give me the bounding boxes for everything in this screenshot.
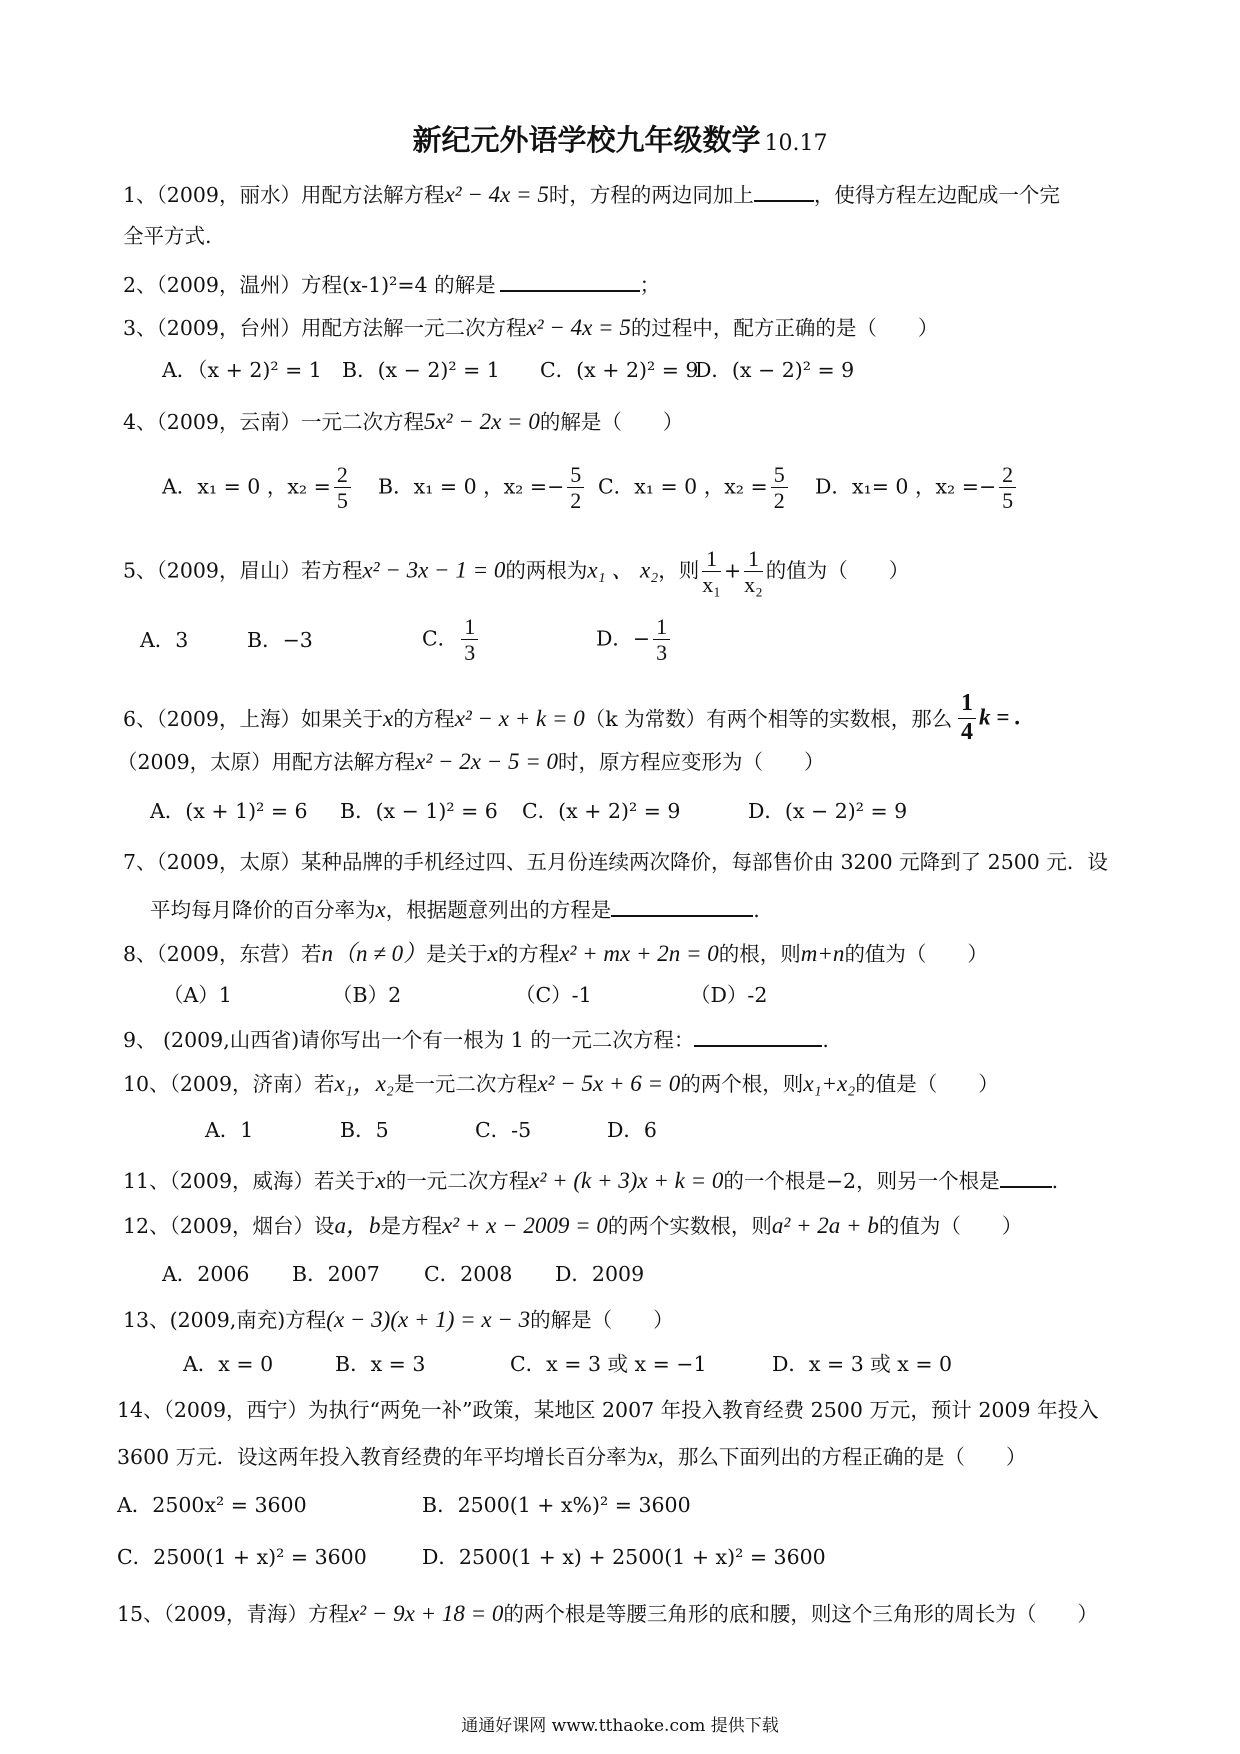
q14-option-a[interactable]: A．2500x² = 3600 [117, 1493, 307, 1517]
q3-option-a[interactable]: A．（x + 2)² = 1 [162, 358, 322, 382]
q4-option-d[interactable]: D．x₁= 0 ，x₂ =− $\frac{2}{5}$ [815, 462, 1019, 514]
q4-option-a[interactable]: A．x₁ = 0 ，x₂ = $\frac{2}{5}$ [162, 462, 354, 514]
q9-answer-blank[interactable] [694, 1025, 822, 1047]
q5-option-a[interactable]: A．3 [140, 628, 189, 652]
q5-fraction-1: $\frac{1}{\text{x₁}}$ [702, 546, 721, 598]
q3-prefix: 3、（2009，台州）用配方法解一元二次方程 [123, 316, 527, 340]
q1-equation: x² − 4x = 5 [444, 182, 549, 207]
q14-option-d[interactable]: D．2500(1 + x) + 2500(1 + x)² = 3600 [422, 1545, 826, 1569]
q6b-equation: x² − 2x − 5 = 0 [415, 749, 559, 774]
q3-option-b[interactable]: B．(x − 2)² = 1 [342, 358, 500, 382]
q3-option-c[interactable]: C．(x + 2)² = 9 [540, 358, 699, 382]
question-10: 10、（2009，济南）若x₁，x₂是一元二次方程x² − 5x + 6 = 0的两个根，则x₁+x₂的值是（ ） [123, 1071, 999, 1096]
q8-option-c[interactable]: （C）-1 [515, 983, 592, 1007]
q6-equation: x² − x + k = 0 [454, 706, 585, 731]
q4-b-fraction: $\frac{5}{2}$ [567, 462, 584, 514]
q13-option-d[interactable]: D．x = 3 或 x = 0 [772, 1352, 953, 1376]
q5-option-d[interactable]: D．− $\frac{1}{3}$ [596, 614, 673, 666]
q2-end: ； [639, 273, 661, 297]
q12-option-b[interactable]: B．2007 [292, 1262, 380, 1286]
q1-prefix: 1、（2009，丽水）用配方法解方程 [123, 183, 445, 207]
q1-mid: 时，方程的两边同加上 [548, 183, 754, 207]
q13-option-b[interactable]: B．x = 3 [335, 1352, 426, 1376]
question-6: 6、（2009，上海）如果关于x的方程x² − x + k = 0（k 为常数）有两个相等的实数根，那么 [123, 706, 953, 731]
q7-answer-blank[interactable] [611, 895, 753, 917]
question-1-line2: 全平方式. [123, 224, 212, 248]
q12-option-c[interactable]: C．2008 [424, 1262, 513, 1286]
q10-equation: x² − 5x + 6 = 0 [537, 1071, 681, 1096]
question-9: 9、 (2009,山西省)请你写出一个有一根为 1 的一元二次方程： . [123, 1025, 829, 1053]
question-2 [123, 270, 660, 298]
question-7: 7、（2009，太原）某种品牌的手机经过四、五月份连续两次降价，每部售价由 3200 元降到了 2500 元．设 [123, 850, 1108, 874]
q8-equation: x² + mx + 2n = 0 [559, 941, 719, 966]
question-14-line2: 3600 万元．设这两年投入教育经费的年平均增长百分率为x，那么下面列出的方程正确的是（ ） [117, 1444, 1027, 1469]
q4-prefix: 4、（2009，云南）一元二次方程 [123, 410, 424, 434]
q13-equation: (x − 3)(x + 1) = x − 3 [326, 1307, 531, 1332]
q6b-option-c[interactable]: C．(x + 2)² = 9 [522, 799, 681, 823]
page-title [0, 118, 1240, 159]
q1-suffix: ，使得方程左边配成一个完 [813, 183, 1060, 207]
q5-fraction-2: $\frac{1}{\text{x₂}}$ [744, 546, 763, 598]
title-main: 新纪元外语学校九年级数学 [412, 123, 761, 157]
q6b-option-b[interactable]: B．(x − 1)² = 6 [340, 799, 498, 823]
q5-option-c[interactable]: C． $\frac{1}{3}$ [422, 614, 481, 666]
q14-option-c[interactable]: C．2500(1 + x)² = 3600 [117, 1545, 367, 1569]
question-15: 15、（2009，青海）方程x² − 9x + 18 = 0的两个根是等腰三角形的底和腰，则这个三角形的周长为（ ） [117, 1601, 1098, 1626]
question-5: 5、（2009，眉山）若方程x² − 3x − 1 = 0的两根为x₁ 、 x₂，则 $\frac{1}{\text{x₁}}$ + $\frac{1}{\text{x₂}}$ 的值为（ ） [123, 546, 910, 598]
q4-equation: 5x² − 2x = 0 [423, 409, 540, 434]
q12-option-a[interactable]: A．2006 [162, 1262, 250, 1286]
page-footer: 通通好课网 www.tthaoke.com 提供下载 [461, 1716, 779, 1736]
question-7-line2: 平均每月降价的百分率为x，根据题意列出的方程是 . [150, 897, 760, 922]
q5-equation: x² − 3x − 1 = 0 [362, 557, 506, 583]
q10-option-a[interactable]: A．1 [205, 1118, 254, 1142]
question-3 [123, 314, 938, 342]
question-14: 14、（2009，西宁）为执行“两免一补”政策，某地区 2007 年投入教育经费 2500 万元，预计 2009 年投入 [117, 1398, 1099, 1422]
title-date: 10.17 [764, 131, 828, 156]
q10-option-b[interactable]: B．5 [340, 1118, 389, 1142]
q11-equation: x² + (k + 3)x + k = 0 [529, 1168, 724, 1193]
q13-option-a[interactable]: A．x = 0 [183, 1352, 274, 1376]
q6b-option-a[interactable]: A．(x + 1)² = 6 [150, 799, 308, 823]
q2-answer-blank[interactable] [500, 270, 640, 292]
q4-c-fraction: $\frac{5}{2}$ [771, 462, 788, 514]
question-4 [123, 408, 683, 436]
q6b-option-d[interactable]: D．(x − 2)² = 9 [748, 799, 908, 823]
question-8: 8、（2009，东营）若n（n ≠ 0）是关于x的方程x² + mx + 2n = 0的根，则m+n的值为（ ） [123, 941, 988, 966]
q4-option-b[interactable]: B．x₁ = 0 ，x₂ =− $\frac{5}{2}$ [378, 462, 587, 514]
q14-option-b[interactable]: B．2500(1 + x%)² = 3600 [422, 1493, 691, 1517]
q10-option-d[interactable]: D．6 [607, 1118, 657, 1142]
q13-option-c[interactable]: C．x = 3 或 x = −1 [510, 1352, 707, 1376]
q1-answer-blank[interactable] [754, 180, 814, 202]
q8-option-a[interactable]: （A）1 [163, 983, 232, 1007]
question-12: 12、（2009，烟台）设a，b是方程x² + x − 2009 = 0的两个实数根，则a² + 2a + b的值为（ ） [123, 1213, 1023, 1238]
q3-equation: x² − 4x = 5 [526, 315, 631, 340]
question-13: 13、(2009,南充)方程(x − 3)(x + 1) = x − 3的解是（ ） [123, 1307, 674, 1332]
question-11: 11、（2009，威海）若关于x的一元二次方程x² + (k + 3)x + k = 0的一个根是−2，则另一个根是 . [123, 1168, 1059, 1193]
q11-answer-blank[interactable] [1000, 1166, 1052, 1188]
q12-equation: x² + x − 2009 = 0 [442, 1213, 608, 1238]
q15-equation: x² − 9x + 18 = 0 [349, 1601, 504, 1626]
q3-suffix: 的过程中，配方正确的是（ ） [630, 316, 939, 340]
q8-option-b[interactable]: （B）2 [332, 983, 402, 1007]
q8-option-d[interactable]: （D）-2 [690, 983, 768, 1007]
q12-option-d[interactable]: D．2009 [555, 1262, 645, 1286]
q4-a-fraction: $\frac{2}{5}$ [334, 462, 351, 514]
q4-suffix: 的解是（ ） [539, 410, 684, 434]
q2-text: 2、（2009，温州）方程(x-1)²=4 的解是 [123, 273, 496, 297]
q6-written-answer: $\frac{1}{4}$ k = . [955, 690, 1021, 746]
q3-option-d[interactable]: D．(x − 2)² = 9 [695, 358, 855, 382]
q10-option-c[interactable]: C．-5 [475, 1118, 532, 1142]
q5-option-b[interactable]: B．−3 [247, 628, 313, 652]
question-1 [123, 180, 1060, 209]
q4-option-c[interactable]: C．x₁ = 0 ，x₂ = $\frac{5}{2}$ [598, 462, 791, 514]
q4-d-fraction: $\frac{2}{5}$ [999, 462, 1016, 514]
question-6b: （2009，太原）用配方法解方程x² − 2x − 5 = 0时，原方程应变形为（ ） [117, 749, 825, 774]
